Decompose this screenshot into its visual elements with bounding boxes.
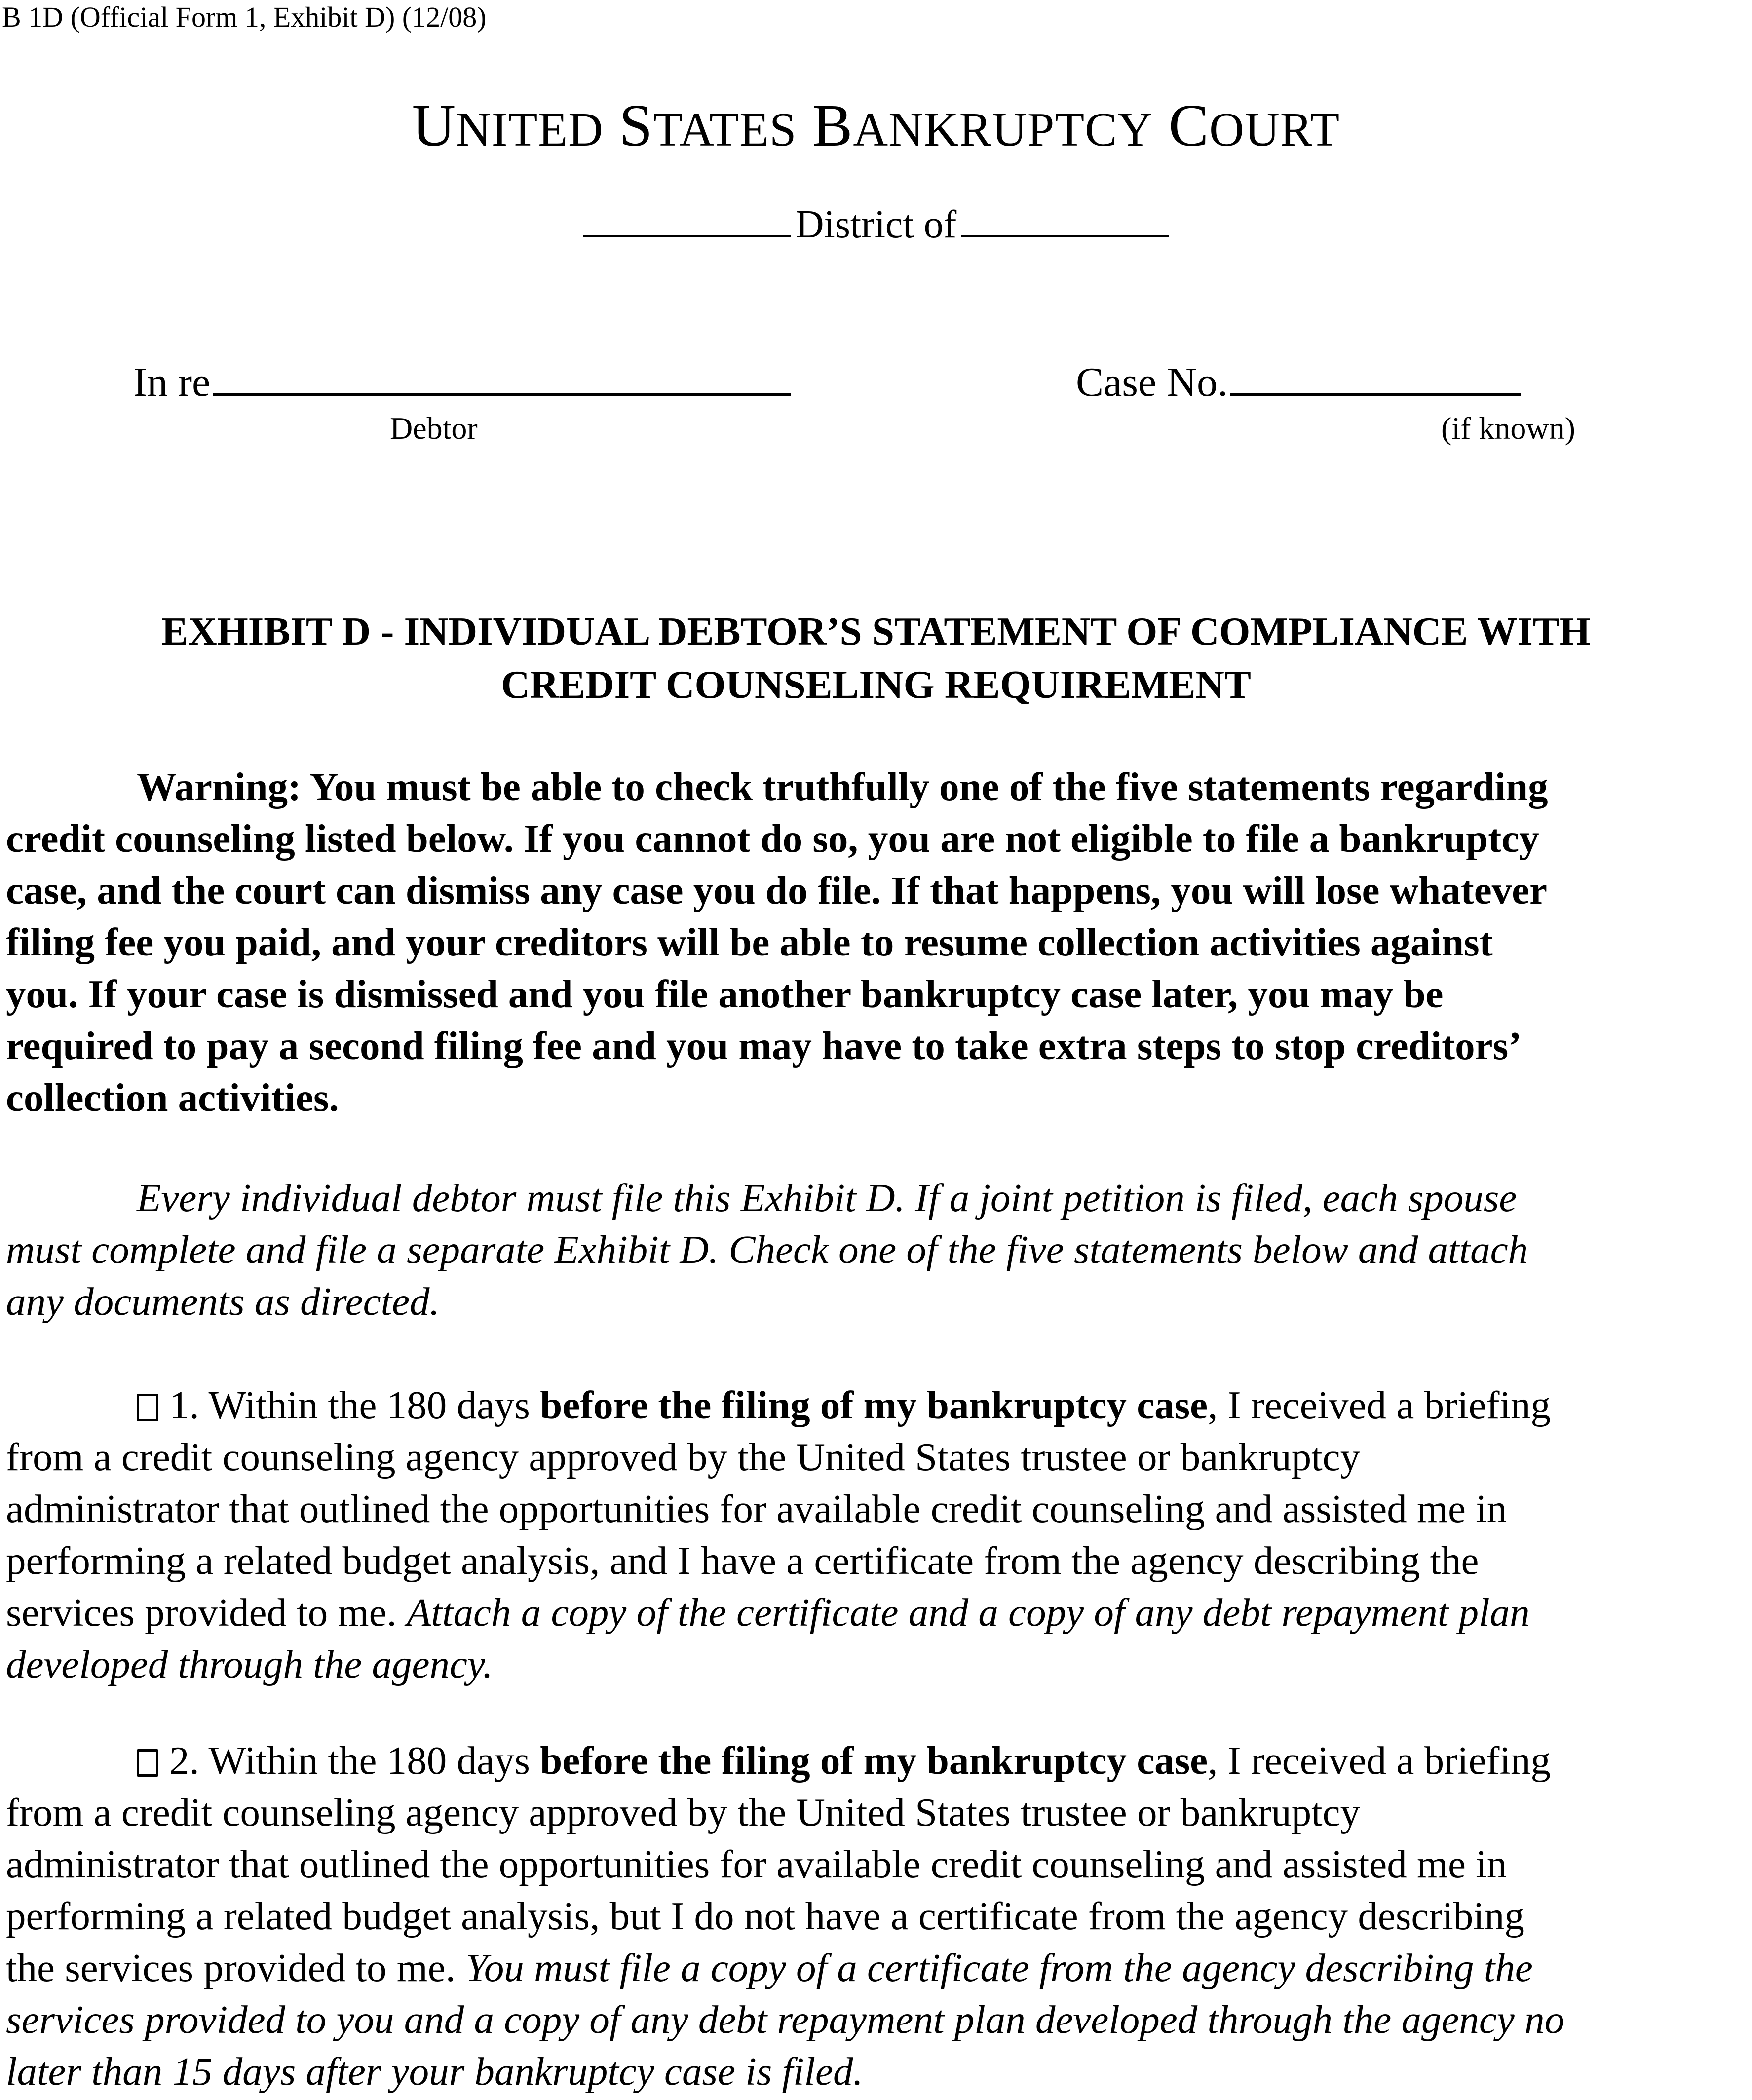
option-italic-text: Attach a copy of the certificate and a copy of any debt repayment plan (407, 1590, 1530, 1635)
warning-line: credit counseling listed below. If you cannot do so, you are not eligible to file a bankruptcy (6, 816, 1539, 861)
option-bold-text: before the filing of my bankruptcy case (540, 1738, 1208, 1783)
statement-option-1 (6, 1379, 1748, 1690)
option-text: , I received a briefing (1208, 1738, 1551, 1783)
district-right-field[interactable] (961, 205, 1169, 237)
option-italic-text: developed through the agency. (6, 1642, 493, 1686)
in-re-row (133, 355, 791, 410)
warning-line: case, and the court can dismiss any case you do file. If that happens, you will lose whatever (6, 868, 1548, 913)
exhibit-title-line: EXHIBIT D - INDIVIDUAL DEBTOR’S STATEMENT OF COMPLIANCE WITH (161, 609, 1591, 653)
option-number: 1. (169, 1383, 199, 1427)
option-text: administrator that outlined the opportunities for available credit counseling and assisted me in (6, 1842, 1507, 1886)
district-label: District of (795, 203, 957, 246)
warning-line: filing fee you paid, and your creditors will be able to resume collection activities against (6, 920, 1493, 964)
court-title-word: UNITED (412, 92, 604, 159)
debtor-name-field[interactable] (213, 364, 791, 396)
option-number: 2. (169, 1738, 199, 1783)
option-text: administrator that outlined the opportunities for available credit counseling and assisted me in (6, 1487, 1507, 1531)
court-title-word: STATES (619, 92, 797, 159)
option-text: Within the 180 days (208, 1738, 540, 1783)
option-italic-text: services provided to you and a copy of any debt repayment plan developed through the agency no (6, 1997, 1565, 2042)
warning-line: collection activities. (6, 1075, 339, 1120)
option-italic-text: later than 15 days after your bankruptcy case is filed. (6, 2049, 863, 2094)
case-number-row (1076, 355, 1521, 410)
warning-line: Warning: You must be able to check truthfully one of the five statements regarding (137, 764, 1548, 809)
option-text: the services provided to me. (6, 1946, 466, 1990)
if-known-label: (if known) (1441, 411, 1575, 446)
option-text: from a credit counseling agency approved by the United States trustee or bankruptcy (6, 1790, 1361, 1834)
statement-option-2 (6, 1735, 1748, 2098)
option-text: , I received a briefing (1208, 1383, 1551, 1427)
court-title (0, 89, 1752, 167)
option-text: services provided to me. (6, 1590, 407, 1635)
instructions-line: any documents as directed. (6, 1279, 440, 1324)
option-text: performing a related budget analysis, but I do not have a certificate from the agency describing (6, 1894, 1524, 1938)
warning-line: you. If your case is dismissed and you file another bankruptcy case later, you may be (6, 972, 1444, 1016)
form-identifier: B 1D (Official Form 1, Exhibit D) (12/08) (2, 1, 487, 33)
statement-1-checkbox[interactable] (137, 1394, 158, 1421)
court-title-word: COURT (1168, 92, 1340, 159)
district-left-field[interactable] (583, 205, 791, 237)
option-text: from a credit counseling agency approved by the United States trustee or bankruptcy (6, 1435, 1361, 1479)
court-title-word: BANKRUPTCY (812, 92, 1153, 159)
option-text: performing a related budget analysis, and I have a certificate from the agency describing the (6, 1538, 1479, 1583)
option-italic-text: You must file a copy of a certificate from the agency describing the (465, 1946, 1533, 1990)
case-number-field[interactable] (1230, 364, 1521, 396)
case-number-label: Case No. (1076, 359, 1228, 405)
instructions-line: Every individual debtor must file this Exhibit D. If a joint petition is filed, each spouse (137, 1176, 1517, 1220)
exhibit-title-line: CREDIT COUNSELING REQUIREMENT (501, 662, 1251, 707)
instructions-line: must complete and file a separate Exhibit D. Check one of the five statements below and attach (6, 1227, 1528, 1272)
warning-paragraph (6, 761, 1748, 1124)
statement-2-checkbox[interactable] (137, 1749, 158, 1777)
debtor-label: Debtor (390, 411, 478, 446)
warning-line: required to pay a second filing fee and you may have to take extra steps to stop creditors’ (6, 1024, 1522, 1068)
option-bold-text: before the filing of my bankruptcy case (540, 1383, 1208, 1427)
instructions-paragraph (6, 1172, 1748, 1328)
district-row (0, 200, 1752, 249)
option-text: Within the 180 days (208, 1383, 540, 1427)
in-re-label: In re (133, 359, 211, 405)
exhibit-title (0, 605, 1752, 711)
